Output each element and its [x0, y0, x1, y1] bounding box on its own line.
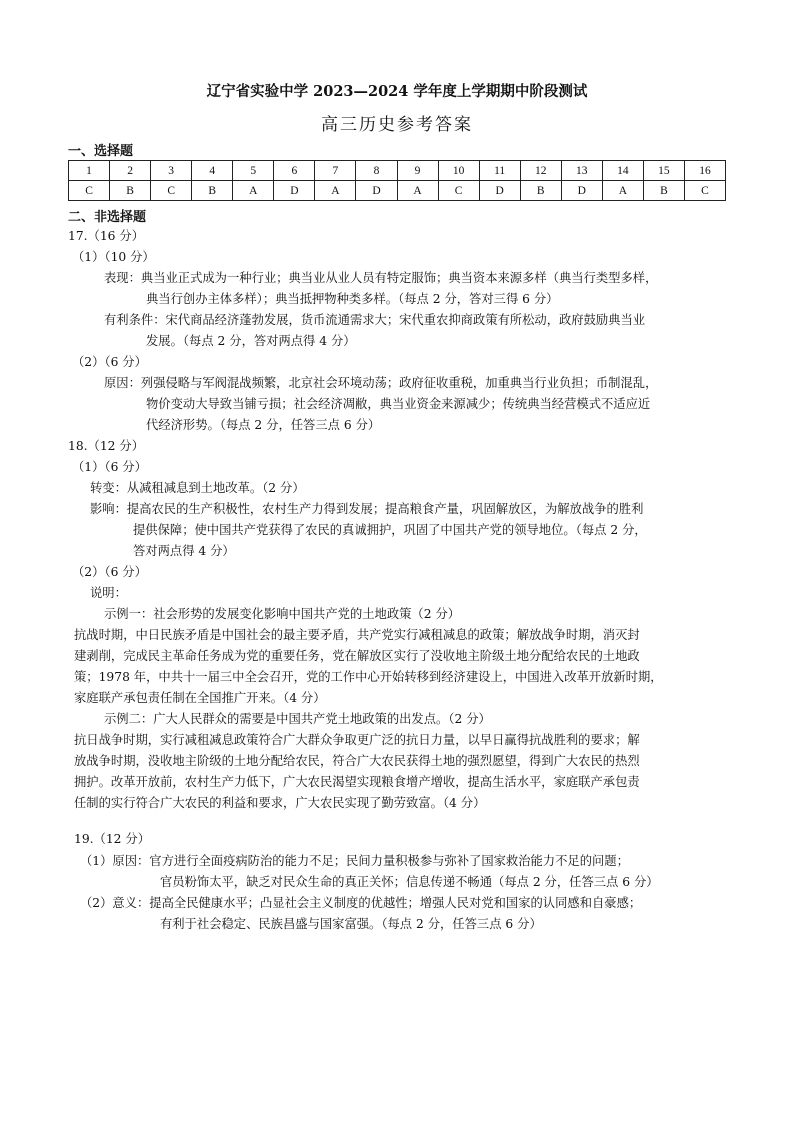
- answer-cell: D: [561, 181, 602, 201]
- answer-text-line: 发展。（每点 2 分，答对两点得 4 分）: [146, 334, 356, 348]
- sub-question-heading: （2）（6 分）: [72, 565, 147, 579]
- answer-cell: C: [69, 181, 110, 201]
- answer-row: [69, 181, 726, 201]
- answer-text-line: 放战争时期，没收地主阶级的土地分配给农民，符合广大农民获得土地的强烈愿望，得到广大农民的热烈: [74, 754, 640, 768]
- question-number: 8: [356, 161, 397, 181]
- question-number: 5: [233, 161, 274, 181]
- answer-text-line: 提供保障；使中国共产党获得了农民的真诚拥护，巩固了中国共产党的领导地位。（每点 2 分，: [133, 523, 647, 537]
- answer-cell: D: [356, 181, 397, 201]
- answer-text-line: 原因：列强侵略与军阀混战频繁，北京社会环境动荡；政府征收重税，加重典当行业负担；币制混乱，: [104, 376, 658, 390]
- answer-text-line: 说明：: [90, 586, 127, 600]
- answer-text-line: 代经济形势。（每点 2 分，任答三点 6 分）: [146, 418, 381, 432]
- question-number: 1: [69, 161, 110, 181]
- answer-text-line: 物价变动大导致当铺亏损；社会经济凋敝，典当业资金来源减少；传统典当经营模式不适应近: [146, 397, 651, 411]
- answer-text-line: 抗战时期，中日民族矛盾是中国社会的最主要矛盾，共产党实行减租减息的政策；解放战争时期，消灭封: [74, 628, 640, 642]
- sub-question-heading: （1）（10 分）: [72, 250, 155, 264]
- answer-text-line: 抗日战争时期，实行减租减息政策符合广大群众争取更广泛的抗日力量，以早日赢得抗战胜利的要求；解: [74, 733, 640, 747]
- answer-cell: B: [110, 181, 151, 201]
- example-heading: 示例一：社会形势的发展变化影响中国共产党的土地政策（2 分）: [104, 607, 461, 621]
- section-heading-choice: 一、选择题: [68, 144, 134, 159]
- question-number: 7: [315, 161, 356, 181]
- answer-text-line: 策；1978 年，中共十一届三中全会召开，党的工作中心开始转移到经济建设上，中国进入改革开放新时期，: [74, 670, 663, 684]
- example-heading: 示例二：广大人民群众的需要是中国共产党土地政策的出发点。（2 分）: [104, 712, 491, 726]
- answer-cell: D: [274, 181, 315, 201]
- exam-title: 辽宁省实验中学 2023—2024 学年度上学期期中阶段测试: [206, 83, 588, 100]
- question-number: 4: [192, 161, 233, 181]
- answer-text-line: （2）意义：提高全民健康水平；凸显社会主义制度的优越性；增强人民对党和国家的认同感和自豪感；: [80, 896, 642, 910]
- answer-text-line: 官员粉饰太平，缺乏对民众生命的真正关怀；信息传递不畅通（每点 2 分，任答三点 6 分）: [160, 875, 659, 889]
- question-number: 2: [110, 161, 151, 181]
- answer-text-line: 典当行创办主体多样）；典当抵押物种类多样。（每点 2 分，答对三得 6 分）: [146, 292, 559, 306]
- answer-cell: C: [684, 181, 725, 201]
- question-number: 10: [438, 161, 479, 181]
- answer-text-line: （1）原因：官方进行全面疫病防治的能力不足；民间力量积极参与弥补了国家救治能力不足的问题；: [80, 854, 629, 868]
- answer-cell: C: [438, 181, 479, 201]
- sub-question-heading: （2）（6 分）: [72, 355, 147, 369]
- answer-text-line: 任制的实行符合广大农民的利益和要求，广大农民实现了勤劳致富。（4 分）: [74, 796, 486, 810]
- answer-cell: B: [643, 181, 684, 201]
- question-number: 11: [479, 161, 520, 181]
- answer-text-line: 建剥削，完成民主革命任务成为党的重要任务，党在解放区实行了没收地主阶级土地分配给农民的土地政: [74, 649, 640, 663]
- answer-text-line: 家庭联产承包责任制在全国推广开来。（4 分）: [74, 691, 326, 705]
- answer-key-title: 高三历史参考答案: [321, 115, 473, 135]
- question-number: 12: [520, 161, 561, 181]
- answer-cell: A: [602, 181, 643, 201]
- question-number-row: [69, 161, 726, 181]
- question-number: 16: [684, 161, 725, 181]
- answer-cell: A: [233, 181, 274, 201]
- answer-text-line: 拥护。改革开放前，农村生产力低下，广大农民渴望实现粮食增产增收，提高生活水平，家庭联产承包责: [74, 775, 640, 789]
- question-number: 3: [151, 161, 192, 181]
- question-number: 9: [397, 161, 438, 181]
- question-number: 6: [274, 161, 315, 181]
- question-number: 15: [643, 161, 684, 181]
- answer-cell: B: [192, 181, 233, 201]
- question-19-heading: 19.（12 分）: [74, 832, 151, 846]
- answer-text-line: 转变：从减租减息到土地改革。（2 分）: [90, 481, 305, 495]
- answer-text-line: 表现：典当业正式成为一种行业；典当业从业人员有特定服饰；典当资本来源多样（典当行类型多样，: [104, 271, 658, 285]
- sub-question-heading: （1）（6 分）: [72, 460, 147, 474]
- answer-cell: B: [520, 181, 561, 201]
- answer-text-line: 答对两点得 4 分）: [133, 544, 235, 558]
- answer-cell: A: [397, 181, 438, 201]
- question-18-heading: 18.（12 分）: [68, 439, 145, 453]
- answer-text-line: 影响：提高农民的生产积极性，农村生产力得到发展；提高粮食产量，巩固解放区，为解放战争的胜利: [90, 502, 644, 516]
- answer-table: [68, 160, 726, 201]
- section-heading-nonchoice: 二、非选择题: [68, 210, 147, 225]
- answer-text-line: 有利于社会稳定、民族昌盛与国家富强。（每点 2 分，任答三点 6 分）: [160, 917, 542, 931]
- answer-text-line: 有利条件：宋代商品经济蓬勃发展，货币流通需求大；宋代重农抑商政策有所松动，政府鼓励典当业: [104, 313, 646, 327]
- answer-cell: A: [315, 181, 356, 201]
- question-number: 14: [602, 161, 643, 181]
- answer-cell: D: [479, 181, 520, 201]
- question-number: 13: [561, 161, 602, 181]
- answer-cell: C: [151, 181, 192, 201]
- question-17-heading: 17.（16 分）: [68, 229, 145, 243]
